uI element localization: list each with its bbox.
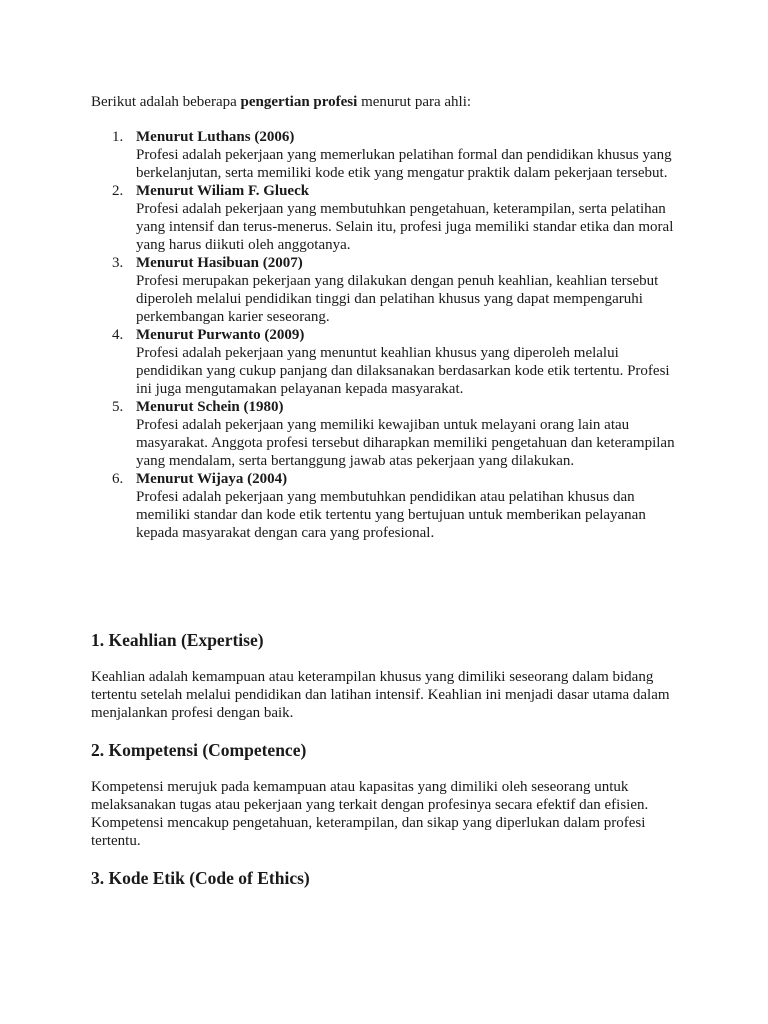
paragraph-line: tertentu setelah melalui pendidikan dan latihan intensif. Keahlian ini menjadi dasar utama dalam xyxy=(91,687,670,703)
paragraph-line: Kompetensi merujuk pada kemampuan atau kapasitas yang dimiliki oleh seseorang untuk xyxy=(91,779,629,795)
intro-suffix: menurut para ahli: xyxy=(357,94,472,110)
expert-name: Menurut Schein (1980) xyxy=(136,399,284,415)
expert-definition xyxy=(136,200,691,254)
definition-line: Profesi adalah pekerjaan yang memerlukan pelatihan formal dan pendidikan khusus yang xyxy=(136,147,672,163)
expert-definition xyxy=(136,146,691,182)
expert-definition xyxy=(136,488,691,542)
list-number: 2. xyxy=(112,183,124,199)
expert-name: Menurut Purwanto (2009) xyxy=(136,327,305,343)
paragraph-line: Kompetensi mencakup pengetahuan, keterampilan, dan sikap yang diperlukan dalam profesi xyxy=(91,815,646,831)
definition-line: yang intensif dan terus-menerus. Selain itu, profesi juga memiliki standar etika dan moral xyxy=(136,219,674,235)
expert-definition xyxy=(136,272,691,326)
definition-line: yang harus diikuti oleh anggotanya. xyxy=(136,237,351,253)
definition-line: memiliki standar dan kode etik tertentu yang bertujuan untuk memberikan pelayanan xyxy=(136,507,646,523)
intro-bold-term: pengertian profesi xyxy=(240,94,358,110)
list-item xyxy=(91,254,691,326)
expert-name: Menurut Luthans (2006) xyxy=(136,129,295,145)
expert-name: Menurut Wijaya (2004) xyxy=(136,471,288,487)
definition-line: berkelanjutan, serta memiliki kode etik yang mengatur praktik dalam pekerjaan tersebut. xyxy=(136,165,668,181)
list-item xyxy=(91,182,691,254)
definition-line: pendidikan yang cukup panjang dan dilaksanakan berdasarkan kode etik tertentu. Profesi xyxy=(136,363,670,379)
definition-line: yang mendalam, serta bertanggung jawab atas pekerjaan yang dilakukan. xyxy=(136,453,575,469)
definition-line: ini juga mengutamakan pelayanan kepada masyarakat. xyxy=(136,381,464,397)
list-number: 5. xyxy=(112,399,124,415)
expert-name: Menurut Hasibuan (2007) xyxy=(136,255,303,271)
definition-line: diperoleh melalui pendidikan tinggi dan pelatihan khusus yang dapat mempengaruhi xyxy=(136,291,643,307)
list-item xyxy=(91,470,691,542)
intro-paragraph xyxy=(91,93,691,111)
paragraph-line: menjalankan profesi dengan baik. xyxy=(91,705,294,721)
paragraph-line: melaksanakan tugas atau pekerjaan yang terkait dengan profesinya secara efektif dan efisien. xyxy=(91,797,649,813)
section-heading: 3. Kode Etik (Code of Ethics) xyxy=(91,868,310,888)
paragraph-line: tertentu. xyxy=(91,833,141,849)
list-number: 4. xyxy=(112,327,124,343)
expert-definition xyxy=(136,416,691,470)
section-kode-etik xyxy=(91,867,691,889)
list-number: 3. xyxy=(112,255,124,271)
definition-line: masyarakat. Anggota profesi tersebut diharapkan memiliki pengetahuan dan keterampilan xyxy=(136,435,675,451)
list-number: 6. xyxy=(112,471,124,487)
definition-line: kepada masyarakat dengan cara yang profesional. xyxy=(136,525,435,541)
list-item xyxy=(91,128,691,182)
definition-line: Profesi adalah pekerjaan yang memiliki kewajiban untuk melayani orang lain atau xyxy=(136,417,630,433)
definition-line: Profesi adalah pekerjaan yang menuntut keahlian khusus yang diperoleh melalui xyxy=(136,345,619,361)
section-paragraph xyxy=(91,778,691,850)
list-number: 1. xyxy=(112,129,124,145)
definition-line: Profesi adalah pekerjaan yang membutuhkan pengetahuan, keterampilan, serta pelatihan xyxy=(136,201,666,217)
document-page xyxy=(91,93,691,542)
definition-line: Profesi merupakan pekerjaan yang dilakukan dengan penuh keahlian, keahlian tersebut xyxy=(136,273,659,289)
paragraph-line: Keahlian adalah kemampuan atau keterampilan khusus yang dimiliki seseorang dalam bidang xyxy=(91,669,654,685)
section-paragraph xyxy=(91,668,691,722)
intro-prefix: Berikut adalah beberapa xyxy=(91,94,241,110)
list-item xyxy=(91,398,691,470)
section-heading: 1. Keahlian (Expertise) xyxy=(91,630,264,650)
definition-line: perkembangan karier seseorang. xyxy=(136,309,330,325)
expert-definition xyxy=(136,344,691,398)
expert-name: Menurut Wiliam F. Glueck xyxy=(136,183,310,199)
section-keahlian xyxy=(91,629,691,722)
definition-line: Profesi adalah pekerjaan yang membutuhkan pendidikan atau pelatihan khusus dan xyxy=(136,489,635,505)
section-heading: 2. Kompetensi (Competence) xyxy=(91,740,307,760)
section-kompetensi xyxy=(91,739,691,850)
list-item xyxy=(91,326,691,398)
expert-definitions-list xyxy=(91,128,691,542)
